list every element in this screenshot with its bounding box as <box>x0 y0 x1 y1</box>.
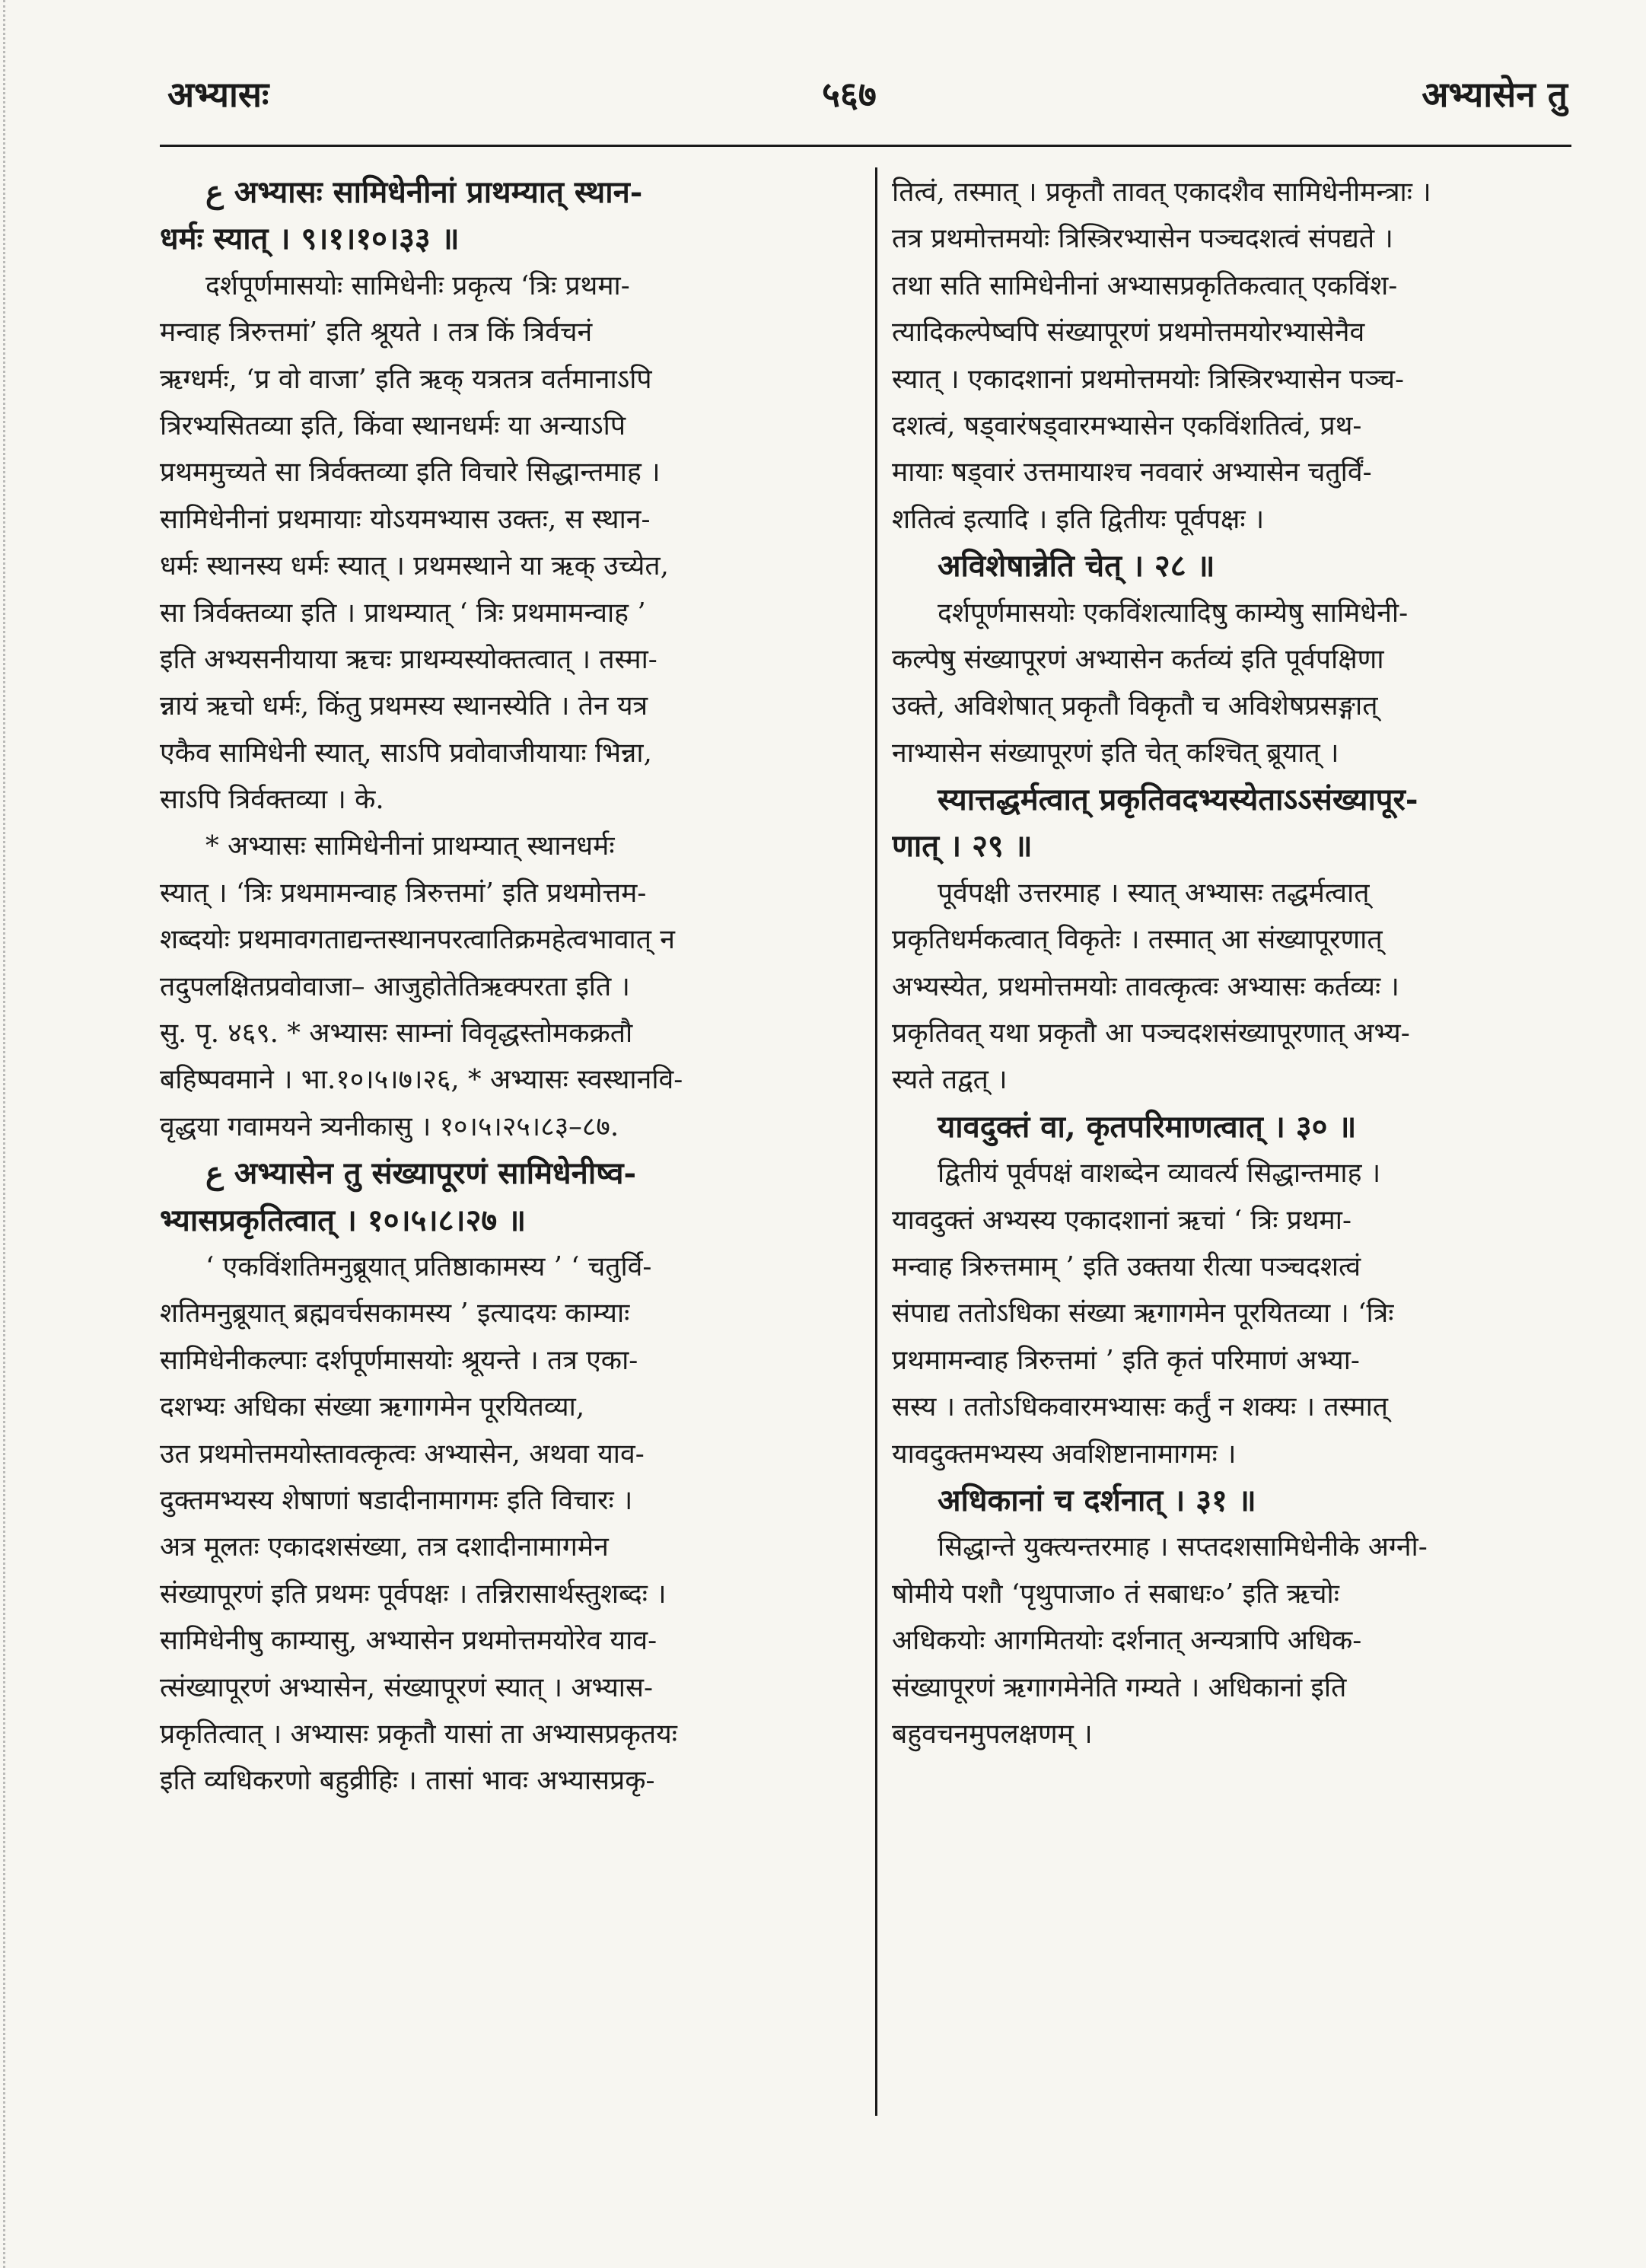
text-line: नाभ्यासेन संख्यापूरणं इति चेत् कश्चित् ब्रूयात् । <box>892 737 1339 769</box>
text-line: * अभ्यासः सामिधेनीनां प्राथम्यात् स्थानधर्मः <box>205 830 615 862</box>
text-line: अधिकयोः आगमितयोः दर्शनात् अन्यत्रापि अधिक- <box>892 1625 1362 1657</box>
text-line: दशभ्यः अधिका संख्या ऋगागमेन पूरयितव्या, <box>160 1391 585 1423</box>
text-line: यावदुक्तमभ्यस्य अवशिष्टानामागमः । <box>892 1438 1237 1470</box>
text-line: पूर्वपक्षी उत्तरमाह । स्यात् अभ्यासः तद्धर्मत्वात् <box>938 877 1370 909</box>
text-line: बहुवचनमुपलक्षणम् । <box>892 1718 1093 1750</box>
text-line: प्रकृतित्वात् । अभ्यासः प्रकृतौ यासां ता अभ्यासप्रकृतयः <box>160 1718 677 1750</box>
text-line: अभ्यस्येत, प्रथमोत्तमयोः तावत्कृत्वः अभ्यासः कर्तव्यः । <box>892 970 1399 1002</box>
text-line: यावदुक्तं अभ्यस्य एकादशानां ऋचां ‘ त्रिः प्रथमा- <box>892 1204 1352 1236</box>
page-number: ५६७ <box>822 74 877 115</box>
text-line: सु. पृ. ४६९. * अभ्यासः साम्नां विवृद्धस्तोमकक्रतौ <box>160 1018 633 1050</box>
running-head-left: अभ्यासः <box>167 74 269 115</box>
text-line: कल्पेषु संख्यापूरणं अभ्यासेन कर्तव्यं इति पूर्वपक्षिणा <box>892 643 1384 675</box>
text-line: संख्यापूरणं ऋगागमेनेति गम्यते । अधिकानां इति <box>892 1671 1347 1703</box>
text-line: दर्शपूर्णमासयोः एकविंशत्यादिषु काम्येषु सामिधेनी- <box>938 597 1409 629</box>
text-line: णात् । २९ ॥ <box>892 828 1033 865</box>
left-column <box>160 169 856 1805</box>
column-divider <box>875 167 877 2116</box>
text-line: द्वितीयं पूर्वपक्षं वाशब्देन व्यावर्त्य सिद्धान्तमाह । <box>938 1158 1381 1190</box>
text-line: इति अभ्यसनीयाया ऋचः प्राथम्यस्योक्तत्वात् । तस्मा- <box>160 643 657 675</box>
text-line: संपाद्य ततोऽधिका संख्या ऋगागमेन पूरयितव्या । ‘त्रिः <box>892 1298 1394 1330</box>
text-line: मायाः षड्वारं उत्तमायाश्च नववारं अभ्यासेन चतुर्विं- <box>892 457 1372 489</box>
text-line: सिद्धान्ते युक्त्यन्तरमाह । सप्तदशसामिधेनीके अग्नी- <box>938 1531 1428 1563</box>
text-line: ﻉ अभ्यासेन तु संख्यापूरणं सामिधेनीष्व- <box>205 1155 637 1192</box>
text-line: एकैव सामिधेनी स्यात्, साऽपि प्रवोवाजीयायाः भिन्ना, <box>160 737 652 769</box>
text-line: स्यात् । एकादशानां प्रथमोत्तमयोः त्रिस्त्रिरभ्यासेन पञ्च- <box>892 363 1405 395</box>
text-line: दशत्वं, षड्वारंषड्वारमभ्यासेन एकविंशतित्वं, प्रथ- <box>892 409 1362 441</box>
text-line: अत्र मूलतः एकादशसंख्या, तत्र दशादीनामागमेन <box>160 1531 609 1563</box>
text-line: शतिमनुब्रूयात् ब्रह्मवर्चसकामस्य ’ इत्यादयः काम्याः <box>160 1298 630 1330</box>
text-line: ऋग्धर्मः, ‘प्र वो वाजा’ इति ऋक् यत्रतत्र वर्तमानाऽपि <box>160 363 652 395</box>
text-line: शतित्वं इत्यादि । इति द्वितीयः पूर्वपक्षः । <box>892 503 1265 535</box>
text-line: यावदुक्तं वा, कृतपरिमाणत्वात् । ३० ॥ <box>938 1108 1357 1145</box>
text-line: त्रिरभ्यसितव्या इति, किंवा स्थानधर्मः या अन्याऽपि <box>160 409 626 441</box>
text-line: षोमीये पशौ ‘पृथुपाजा० तं सबाधः०’ इति ऋचोः <box>892 1578 1339 1610</box>
right-column <box>892 169 1577 1757</box>
text-line: ‘ एकविंशतिमनुब्रूयात् प्रतिष्ठाकामस्य ’ ‘ चतुर्वि- <box>205 1250 652 1282</box>
text-line: भ्यासप्रकृतित्वात् । १०।५।८।२७ ॥ <box>160 1202 527 1238</box>
text-line: स्यात् । ‘त्रिः प्रथमामन्वाह त्रिरुत्तमां’ इति प्रथमोत्तम- <box>160 877 647 909</box>
text-line: सामिधेनीषु काम्यासु, अभ्यासेन प्रथमोत्तमयोरेव याव- <box>160 1625 657 1657</box>
text-line: उत प्रथमोत्तमयोस्तावत्कृत्वः अभ्यासेन, अथवा याव- <box>160 1438 645 1470</box>
text-line: इति व्यधिकरणो बहुव्रीहिः । तासां भावः अभ्यासप्रकृ- <box>160 1765 655 1797</box>
page-header <box>167 70 1568 131</box>
text-line: सामिधेनीकल्पाः दर्शपूर्णमासयोः श्रूयन्ते । तत्र एका- <box>160 1344 638 1376</box>
text-line: धर्मः स्थानस्य धर्मः स्यात् । प्रथमस्थाने या ऋक् उच्येत, <box>160 550 669 582</box>
text-line: तत्र प्रथमोत्तमयोः त्रिस्त्रिरभ्यासेन पञ्चदशत्वं संपद्यते । <box>892 223 1393 255</box>
text-line: स्यात्तद्धर्मत्वात् प्रकृतिवदभ्यस्येताऽऽसंख्यापूर- <box>938 782 1418 818</box>
text-line: ﻉ अभ्यासः सामिधेनीनां प्राथम्यात् स्थान- <box>205 174 643 210</box>
text-line: न्नायं ऋचो धर्मः, किंतु प्रथमस्य स्थानस्येति । तेन यत्र <box>160 690 648 722</box>
text-line: उक्ते, अविशेषात् प्रकृतौ विकृतौ च अविशेषप्रसङ्गात् <box>892 690 1378 722</box>
text-line: साऽपि त्रिर्वक्तव्या । के. <box>160 784 384 816</box>
text-line: स्यते तद्वत् । <box>892 1064 1008 1096</box>
running-head-right: अभ्यासेन तु <box>1422 74 1568 115</box>
scan-edge-dots <box>3 0 10 2268</box>
text-line: त्संख्यापूरणं अभ्यासेन, संख्यापूरणं स्यात् । अभ्यास- <box>160 1671 653 1703</box>
header-rule <box>160 145 1571 147</box>
text-line: शब्दयोः प्रथमावगताद्यन्तस्थानपरत्वातिक्रमहेत्वभावात् न <box>160 924 675 956</box>
text-line: प्रकृतिधर्मकत्वात् विकृतेः । तस्मात् आ संख्यापूरणात् <box>892 924 1383 956</box>
text-line: प्रकृतिवत् यथा प्रकृतौ आ पञ्चदशसंख्यापूरणात् अभ्य- <box>892 1018 1410 1050</box>
text-line: मन्वाह त्रिरुत्तमाम् ’ इति उक्तया रीत्या पञ्चदशत्वं <box>892 1250 1361 1282</box>
text-line: तथा सति सामिधेनीनां अभ्यासप्रकृतिकत्वात् एकविंश- <box>892 269 1398 301</box>
text-line: तित्वं, तस्मात् । प्रकृतौ तावत् एकादशैव सामिधेनीमन्त्राः । <box>892 177 1431 208</box>
text-line: त्यादिकल्पेष्वपि संख्यापूरणं प्रथमोत्तमयोरभ्यासेनैव <box>892 317 1365 349</box>
text-line: दर्शपूर्णमासयोः सामिधेनीः प्रकृत्य ‘त्रिः प्रथमा- <box>205 269 630 301</box>
text-line: संख्यापूरणं इति प्रथमः पूर्वपक्षः । तन्निरासार्थस्तुशब्दः । <box>160 1578 667 1610</box>
text-line: वृद्धया गवामयने त्र्यनीकासु । १०।५।२५।८३–८७. <box>160 1110 619 1142</box>
text-line: बहिष्पवमाने । भा.१०।५।७।२६, * अभ्यासः स्वस्थानवि- <box>160 1064 683 1096</box>
text-line: मन्वाह त्रिरुत्तमां’ इति श्रूयते । तत्र किं त्रिर्वचनं <box>160 317 593 349</box>
text-line: सा त्रिर्वक्तव्या इति । प्राथम्यात् ‘ त्रिः प्रथमामन्वाह ’ <box>160 597 646 629</box>
text-line: तदुपलक्षितप्रवोवाजा– आजुहोतेतिऋक्परता इति । <box>160 970 630 1002</box>
text-line: अधिकानां च दर्शनात् । ३१ ॥ <box>938 1482 1256 1518</box>
text-line: प्रथममुच्यते सा त्रिर्वक्तव्या इति विचारे सिद्धान्तमाह । <box>160 457 661 489</box>
text-line: सस्य । ततोऽधिकवारमभ्यासः कर्तुं न शक्यः । तस्मात् <box>892 1391 1389 1423</box>
text-line: धर्मः स्यात् । ९।१।१०।३३ ॥ <box>160 221 460 257</box>
text-line: अविशेषान्नेति चेत् । २८ ॥ <box>938 548 1215 585</box>
text-line: प्रथमामन्वाह त्रिरुत्तमां ’ इति कृतं परिमाणं अभ्या- <box>892 1344 1360 1376</box>
text-line: सामिधेनीनां प्रथमायाः योऽयमभ्यास उक्तः, स स्थान- <box>160 503 651 535</box>
text-line: दुक्तमभ्यस्य शेषाणां षडादीनामागमः इति विचारः । <box>160 1484 633 1516</box>
